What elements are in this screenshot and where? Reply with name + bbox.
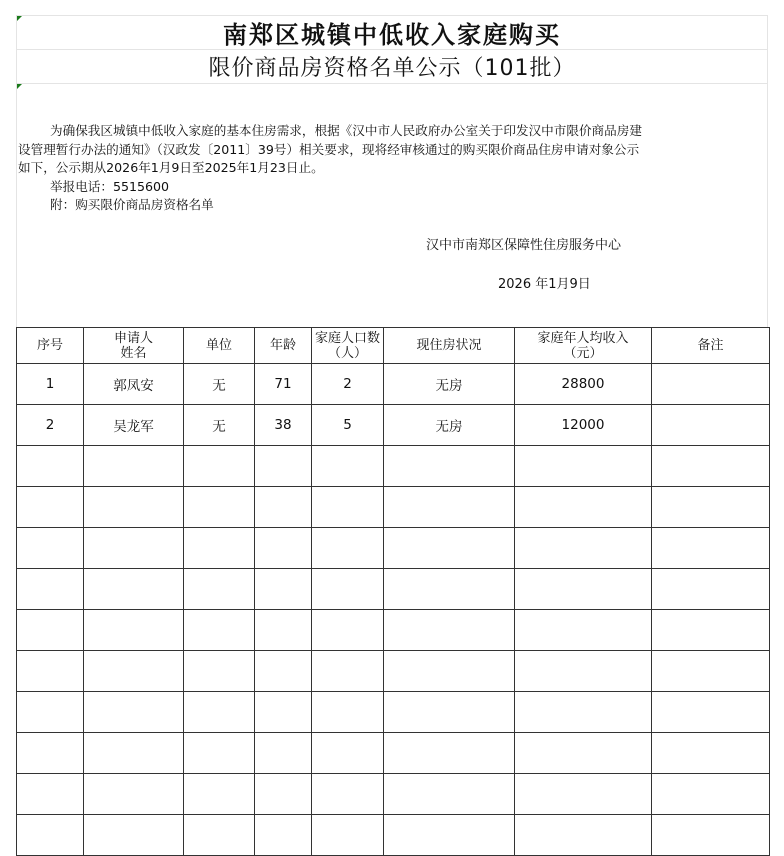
- table-cell[interactable]: 2: [312, 364, 384, 405]
- attachment-note: 附：购买限价商品房资格名单: [50, 197, 214, 212]
- table-cell[interactable]: [384, 569, 515, 610]
- qualification-table: [16, 327, 770, 856]
- table-cell[interactable]: [312, 446, 384, 487]
- table-cell[interactable]: 无: [184, 405, 255, 446]
- table-cell[interactable]: [384, 446, 515, 487]
- table-cell[interactable]: 5: [312, 405, 384, 446]
- table-row: [17, 364, 770, 405]
- table-cell[interactable]: [184, 528, 255, 569]
- table-cell[interactable]: [312, 651, 384, 692]
- table-row: [17, 487, 770, 528]
- table-cell[interactable]: [84, 610, 184, 651]
- table-cell[interactable]: [515, 651, 652, 692]
- table-cell[interactable]: [255, 815, 312, 856]
- table-row: [17, 774, 770, 815]
- table-cell[interactable]: [652, 692, 770, 733]
- table-cell[interactable]: [84, 815, 184, 856]
- table-cell[interactable]: [652, 774, 770, 815]
- table-header-row: [17, 328, 770, 364]
- table-cell[interactable]: [17, 528, 84, 569]
- table-cell[interactable]: [255, 774, 312, 815]
- table-cell[interactable]: 吴龙军: [84, 405, 184, 446]
- table-cell[interactable]: [255, 610, 312, 651]
- table-cell[interactable]: [184, 815, 255, 856]
- report-phone: 举报电话：5515600: [50, 178, 170, 194]
- table-cell[interactable]: 1: [17, 364, 84, 405]
- table-cell[interactable]: [17, 815, 84, 856]
- table-cell[interactable]: [84, 569, 184, 610]
- table-cell[interactable]: [184, 610, 255, 651]
- header-cell: 现住房状况: [384, 328, 515, 364]
- table-cell[interactable]: [515, 610, 652, 651]
- table-cell[interactable]: [652, 364, 770, 405]
- table-row: [17, 651, 770, 692]
- table-cell[interactable]: [17, 610, 84, 651]
- table-cell[interactable]: 无房: [384, 405, 515, 446]
- table-cell[interactable]: [184, 651, 255, 692]
- table-cell[interactable]: [312, 774, 384, 815]
- table-cell[interactable]: [312, 569, 384, 610]
- table-cell[interactable]: [17, 569, 84, 610]
- table-cell[interactable]: [255, 446, 312, 487]
- table-row: [17, 610, 770, 651]
- table-cell[interactable]: [515, 815, 652, 856]
- table-cell[interactable]: [384, 774, 515, 815]
- table-cell[interactable]: [312, 692, 384, 733]
- header-cell: 家庭年人均收入 （元）: [515, 328, 652, 364]
- header-cell: 备注: [652, 328, 770, 364]
- table-cell[interactable]: 12000: [515, 405, 652, 446]
- table-cell[interactable]: [515, 774, 652, 815]
- table-cell[interactable]: [652, 651, 770, 692]
- table-cell[interactable]: 无: [184, 364, 255, 405]
- table-cell[interactable]: [312, 733, 384, 774]
- table-cell[interactable]: [84, 446, 184, 487]
- table-row: [17, 569, 770, 610]
- table-cell[interactable]: [255, 733, 312, 774]
- table-cell[interactable]: [184, 487, 255, 528]
- notice-body: [18, 122, 763, 215]
- table-cell[interactable]: [384, 733, 515, 774]
- table-cell[interactable]: 2: [17, 405, 84, 446]
- header-cell: 序号: [17, 328, 84, 364]
- table-cell[interactable]: [17, 692, 84, 733]
- header-cell: 单位: [184, 328, 255, 364]
- table-cell[interactable]: [255, 487, 312, 528]
- table-row: [17, 446, 770, 487]
- table-cell[interactable]: [515, 446, 652, 487]
- table-cell[interactable]: [84, 774, 184, 815]
- table-cell[interactable]: [84, 733, 184, 774]
- table-cell[interactable]: [84, 651, 184, 692]
- table-cell[interactable]: [255, 569, 312, 610]
- table-cell[interactable]: [312, 528, 384, 569]
- title-line-2: 限价商品房资格名单公示（101批）: [208, 56, 576, 81]
- body-line: 设管理暂行办法的通知》（汉政发〔2011〕39号）相关要求，现将经审核通过的购买限价商品住房申请对象公示: [18, 141, 640, 157]
- table-cell[interactable]: [17, 487, 84, 528]
- table-cell[interactable]: [17, 651, 84, 692]
- table-cell[interactable]: [652, 733, 770, 774]
- table-cell[interactable]: [84, 692, 184, 733]
- table-cell[interactable]: [515, 487, 652, 528]
- table-cell[interactable]: [184, 569, 255, 610]
- header-cell: 家庭人口数（人）: [312, 328, 384, 364]
- table-cell[interactable]: 郭凤安: [84, 364, 184, 405]
- table-row: [17, 815, 770, 856]
- header-cell: 年龄: [255, 328, 312, 364]
- table-cell[interactable]: [515, 692, 652, 733]
- table-cell[interactable]: [17, 774, 84, 815]
- table-cell[interactable]: [312, 487, 384, 528]
- table-row: [17, 733, 770, 774]
- table-cell[interactable]: [84, 487, 184, 528]
- title-line-1: 南郑区城镇中低收入家庭购买: [223, 21, 561, 49]
- table-cell[interactable]: [312, 815, 384, 856]
- signature-org: 汉中市南郑区保障性住房服务中心: [426, 238, 622, 253]
- table-cell[interactable]: [184, 774, 255, 815]
- table-cell[interactable]: [17, 733, 84, 774]
- table-cell[interactable]: [84, 528, 184, 569]
- table-cell[interactable]: [255, 651, 312, 692]
- table-cell[interactable]: [515, 528, 652, 569]
- table-cell[interactable]: [255, 692, 312, 733]
- signature-date: 2026 年1月9日: [498, 277, 591, 292]
- table-cell[interactable]: [652, 610, 770, 651]
- table-cell[interactable]: [184, 692, 255, 733]
- body-line: 如下，公示期从2026年1月9日至2025年1月23日止。: [18, 160, 324, 175]
- cell-marker-icon: [17, 84, 22, 89]
- table-cell[interactable]: [652, 528, 770, 569]
- table-cell[interactable]: [384, 815, 515, 856]
- table-cell[interactable]: [312, 610, 384, 651]
- table-cell[interactable]: [652, 815, 770, 856]
- table-row: [17, 692, 770, 733]
- table-cell[interactable]: [184, 446, 255, 487]
- table-cell[interactable]: [652, 446, 770, 487]
- table-cell[interactable]: [184, 733, 255, 774]
- table-cell[interactable]: 28800: [515, 364, 652, 405]
- cell-divider: [16, 83, 768, 84]
- table-cell[interactable]: [515, 733, 652, 774]
- table-row: [17, 405, 770, 446]
- body-line: 为确保我区城镇中低收入家庭的基本住房需求，根据《汉中市人民政府办公室关于印发汉中市限价商品房建: [50, 123, 642, 138]
- table-cell[interactable]: [652, 405, 770, 446]
- table-cell[interactable]: [255, 528, 312, 569]
- table-row: [17, 528, 770, 569]
- table-cell[interactable]: [652, 569, 770, 610]
- table-cell[interactable]: 无房: [384, 364, 515, 405]
- table-cell[interactable]: [515, 569, 652, 610]
- table-cell[interactable]: [384, 487, 515, 528]
- table-cell[interactable]: [652, 487, 770, 528]
- table-cell[interactable]: [384, 692, 515, 733]
- table-cell[interactable]: [17, 446, 84, 487]
- header-cell: 申请人 姓名: [84, 328, 184, 364]
- table-cell[interactable]: [384, 528, 515, 569]
- table-cell[interactable]: 71: [255, 364, 312, 405]
- table-cell[interactable]: [384, 610, 515, 651]
- table-cell[interactable]: 38: [255, 405, 312, 446]
- table-cell[interactable]: [384, 651, 515, 692]
